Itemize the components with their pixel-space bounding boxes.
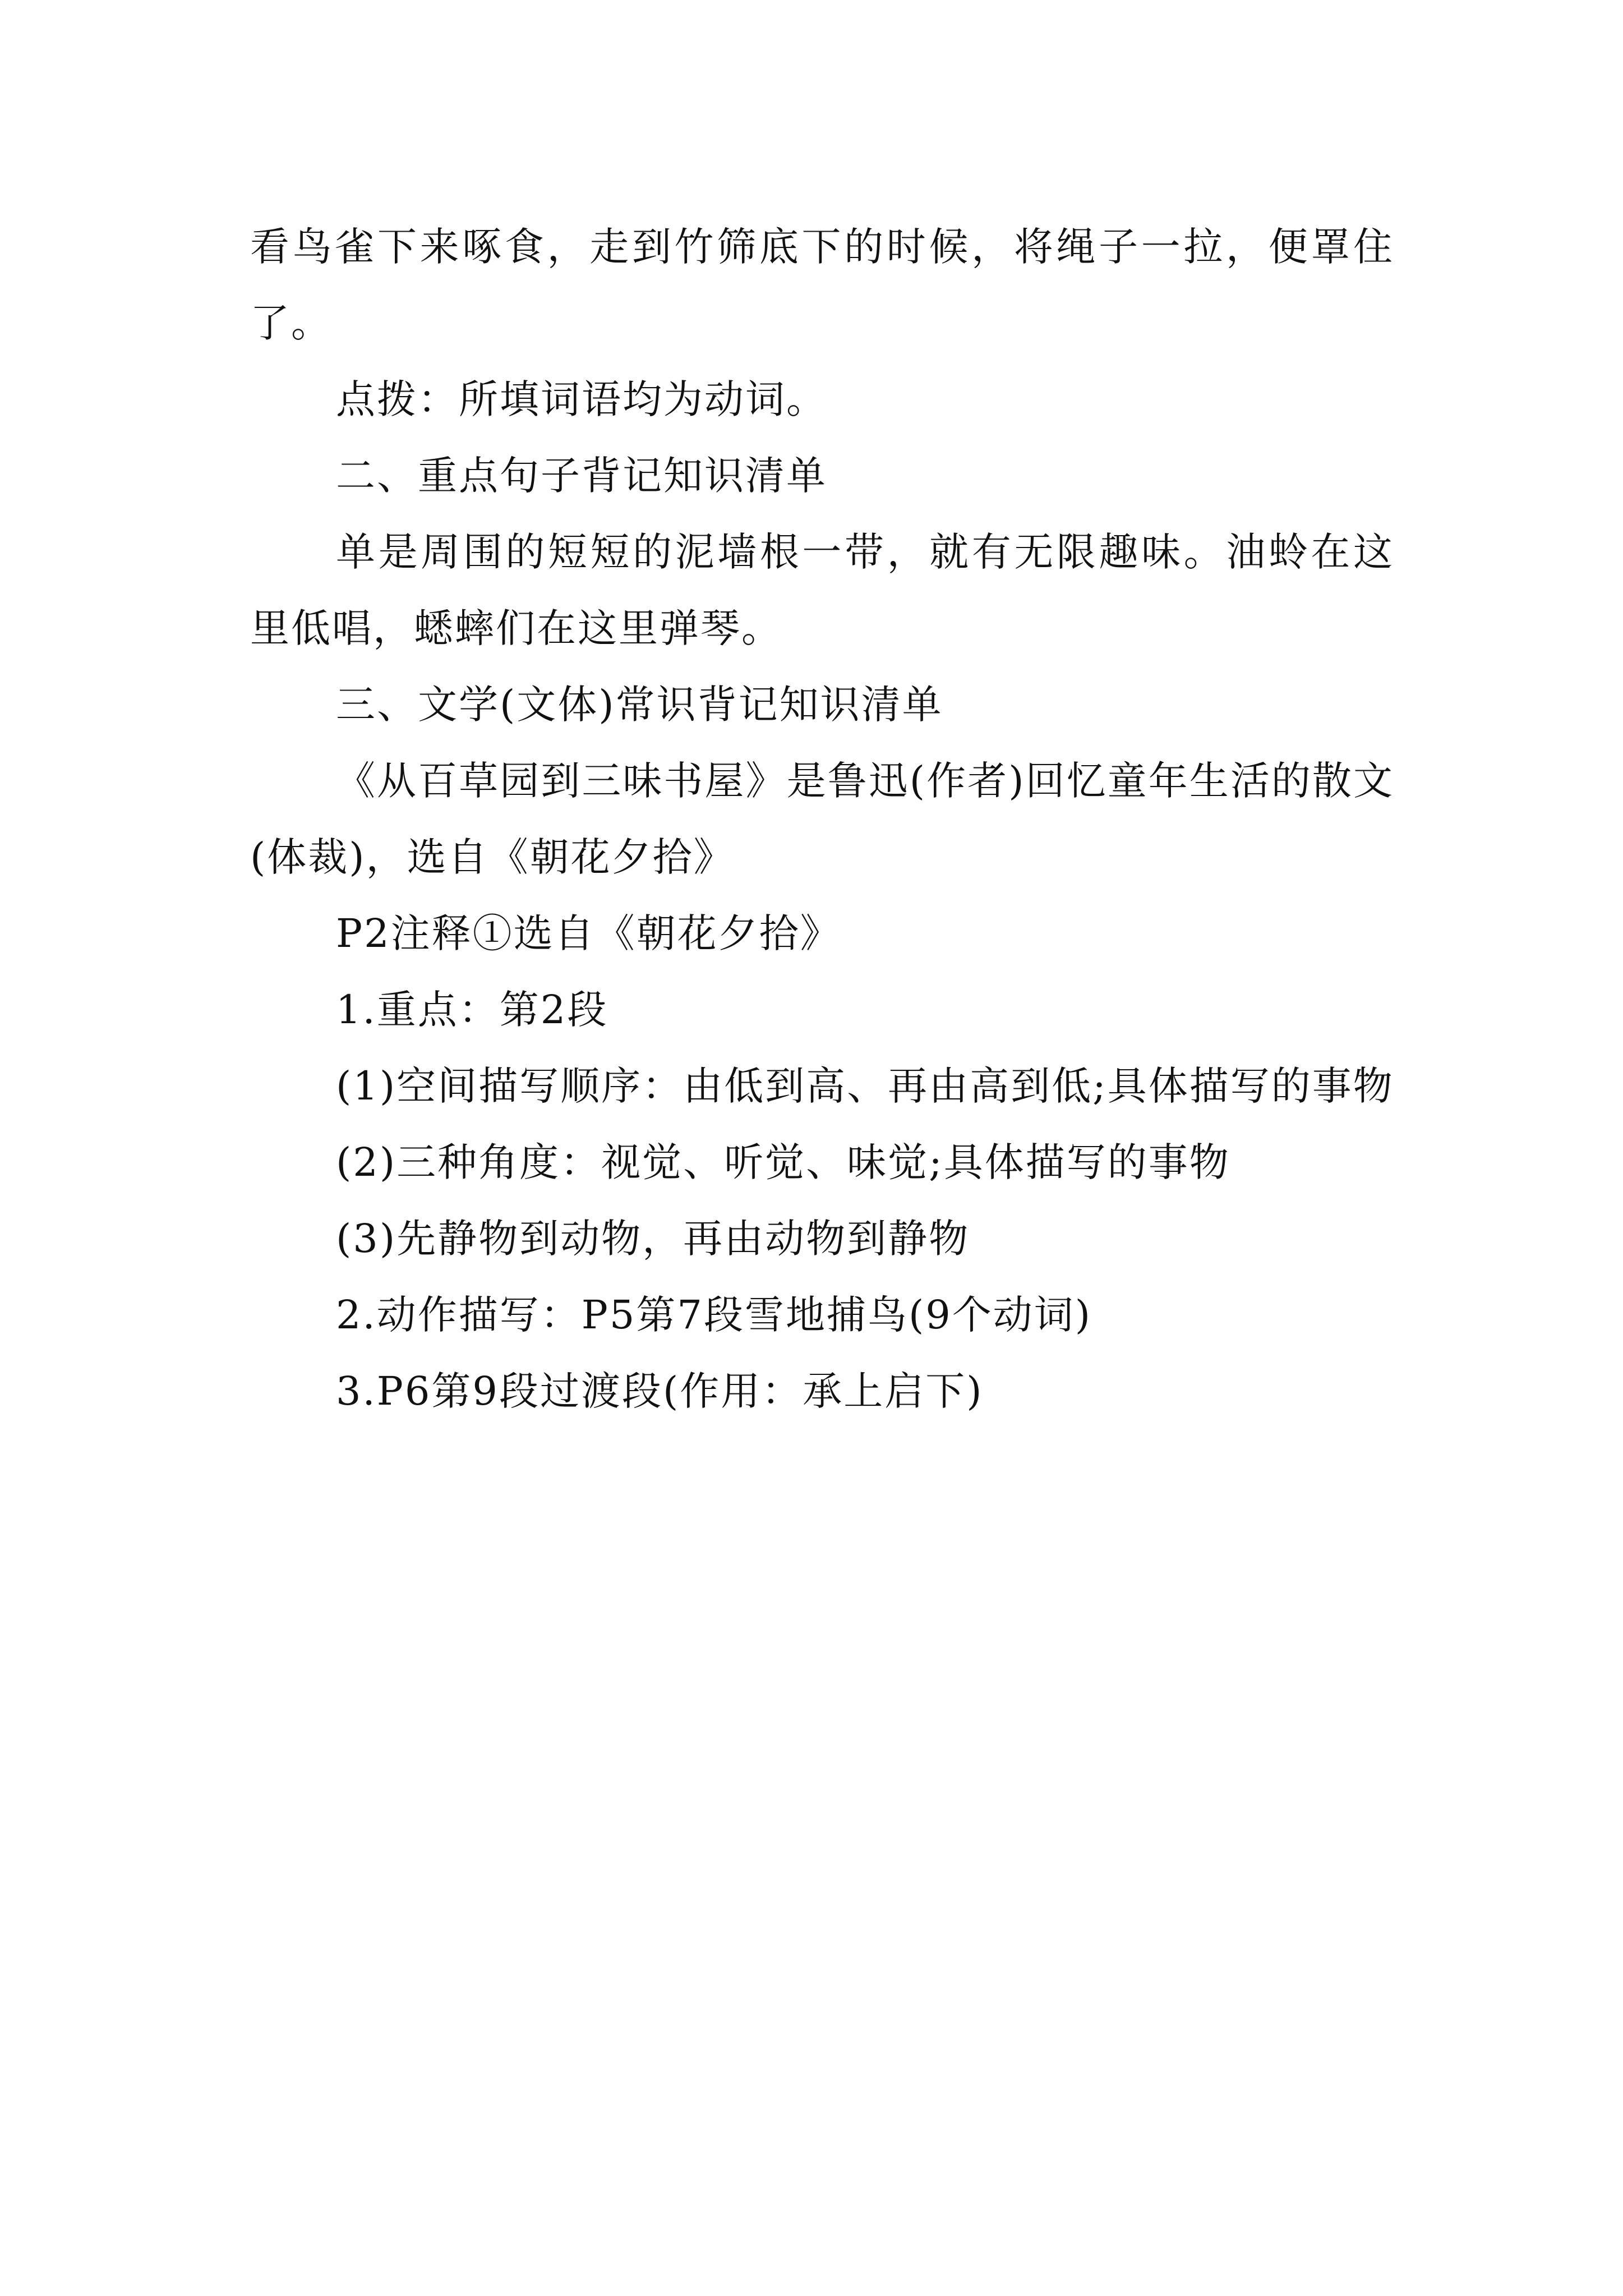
section-heading-key-sentences: 二、重点句子背记知识清单 [336,453,827,499]
list-item-sub-point-2: (2)三种角度：视觉、听觉、味觉;具体描写的事物 [336,1139,1230,1185]
list-item-key-point-2: 2.动作描写：P5第7段雪地捕鸟(9个动词) [336,1292,1092,1338]
paragraph-key-sentence: 单是周围的短短的泥墙根一带，就有无限趣味。油蛉在这里低唱，蟋蟀们在这里弹琴。 [250,529,1394,651]
list-item-key-point-1: 1.重点：第2段 [336,987,608,1033]
paragraph-hint: 点拨：所填词语均为动词。 [336,376,827,422]
document-body [250,209,1394,1429]
section-heading-literary-knowledge: 三、文学(文体)常识背记知识清单 [336,682,943,728]
list-item-sub-point-1: (1)空间描写顺序：由低到高、再由高到低;具体描写的事物 [336,1063,1394,1109]
paragraph-annotation-note: P2注释①选自《朝花夕拾》 [336,910,841,956]
list-item-sub-point-3: (3)先静物到动物，再由动物到静物 [336,1216,970,1262]
paragraph-continuation: 看鸟雀下来啄食，走到竹筛底下的时候，将绳子一拉，便罩住了。 [250,224,1394,346]
list-item-key-point-3: 3.P6第9段过渡段(作用：承上启下) [336,1368,984,1414]
paragraph-literary-knowledge: 《从百草园到三味书屋》是鲁迅(作者)回忆童年生活的散文(体裁)，选自《朝花夕拾》 [250,758,1394,880]
